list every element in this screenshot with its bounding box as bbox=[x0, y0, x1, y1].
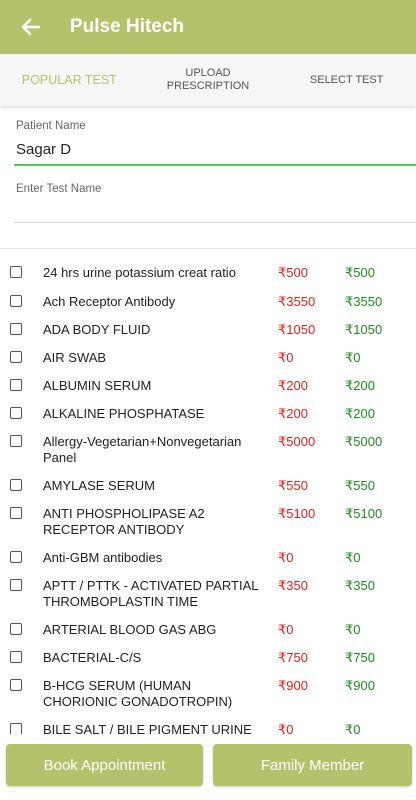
list-item[interactable] bbox=[0, 616, 416, 644]
app-title: Pulse Hitech bbox=[70, 16, 185, 37]
back-button[interactable] bbox=[18, 14, 44, 40]
test-name: ADA BODY FLUID bbox=[43, 322, 151, 337]
test-checkbox[interactable] bbox=[10, 351, 22, 363]
test-offer-price: ₹1050 bbox=[345, 322, 383, 337]
test-name: B-HCG SERUM (HUMAN CHORIONIC GONADOTROPIN) bbox=[43, 678, 233, 709]
test-name: Anti-GBM antibodies bbox=[43, 550, 163, 565]
patient-name-underline bbox=[14, 164, 416, 166]
test-offer-price: ₹500 bbox=[345, 265, 375, 280]
test-name: AIR SWAB bbox=[43, 350, 107, 365]
test-checkbox[interactable] bbox=[10, 507, 22, 519]
test-offer-price: ₹3550 bbox=[345, 294, 383, 309]
test-name: BILE SALT / BILE PIGMENT URINE bbox=[43, 722, 252, 734]
test-offer-price: ₹0 bbox=[345, 350, 361, 365]
test-offer-price: ₹750 bbox=[345, 650, 375, 665]
test-price: ₹750 bbox=[278, 650, 308, 665]
test-price: ₹550 bbox=[278, 478, 308, 493]
test-checkbox[interactable] bbox=[10, 323, 22, 335]
divider bbox=[0, 248, 416, 249]
list-item[interactable] bbox=[0, 544, 416, 572]
test-list[interactable] bbox=[0, 258, 416, 734]
app-bar bbox=[0, 0, 416, 54]
test-checkbox[interactable] bbox=[10, 579, 22, 591]
test-offer-price: ₹900 bbox=[345, 678, 375, 693]
test-checkbox[interactable] bbox=[10, 266, 22, 278]
list-item[interactable] bbox=[0, 500, 416, 544]
test-checkbox[interactable] bbox=[10, 407, 22, 419]
bottom-action-bar bbox=[0, 738, 416, 800]
tab-popular-test[interactable]: POPULAR TEST bbox=[21, 72, 117, 87]
list-item[interactable] bbox=[0, 428, 416, 472]
test-checkbox[interactable] bbox=[10, 435, 22, 447]
test-name-input[interactable] bbox=[16, 180, 406, 198]
test-offer-price: ₹0 bbox=[345, 722, 361, 734]
test-price: ₹350 bbox=[278, 578, 308, 593]
list-item[interactable] bbox=[0, 644, 416, 672]
test-name-underline bbox=[14, 222, 416, 223]
test-name: 24 hrs urine potassium creat ratio bbox=[43, 265, 236, 280]
test-price: ₹500 bbox=[278, 265, 308, 280]
list-item[interactable] bbox=[0, 400, 416, 428]
test-price: ₹0 bbox=[278, 622, 294, 637]
test-offer-price: ₹350 bbox=[345, 578, 375, 593]
test-checkbox[interactable] bbox=[10, 723, 22, 734]
test-offer-price: ₹200 bbox=[345, 378, 375, 393]
test-name: Allergy-Vegetarian+Nonvegetarian Panel bbox=[43, 434, 242, 465]
arrow-left-icon bbox=[21, 17, 41, 37]
family-member-button[interactable]: Family Member bbox=[213, 744, 412, 786]
test-name: AMYLASE SERUM bbox=[43, 478, 155, 493]
test-checkbox[interactable] bbox=[10, 651, 22, 663]
list-item[interactable] bbox=[0, 716, 416, 734]
tab-bar bbox=[0, 54, 416, 106]
test-name: ALKALINE PHOSPHATASE bbox=[43, 406, 205, 421]
test-name: Ach Receptor Antibody bbox=[43, 294, 176, 309]
test-name: ARTERIAL BLOOD GAS ABG bbox=[43, 622, 217, 637]
test-price: ₹5000 bbox=[278, 434, 316, 449]
test-offer-price: ₹5000 bbox=[345, 434, 383, 449]
list-item[interactable] bbox=[0, 258, 416, 288]
test-name: BACTERIAL-C/S bbox=[43, 650, 142, 665]
tab-upload-prescription[interactable] bbox=[139, 54, 278, 106]
test-offer-price: ₹0 bbox=[345, 550, 361, 565]
book-appointment-button[interactable]: Book Appointment bbox=[6, 744, 203, 786]
test-name: ALBUMIN SERUM bbox=[43, 378, 152, 393]
test-checkbox[interactable] bbox=[10, 295, 22, 307]
test-name: ANTI PHOSPHOLIPASE A2 RECEPTOR ANTIBODY bbox=[43, 506, 205, 537]
test-checkbox[interactable] bbox=[10, 479, 22, 491]
test-checkbox[interactable] bbox=[10, 551, 22, 563]
test-price: ₹1050 bbox=[278, 322, 316, 337]
list-item[interactable] bbox=[0, 288, 416, 316]
tab-select-test[interactable]: SELECT TEST bbox=[309, 73, 384, 86]
test-price: ₹0 bbox=[278, 350, 294, 365]
test-offer-price: ₹200 bbox=[345, 406, 375, 421]
test-name: APTT / PTTK - ACTIVATED PARTIAL THROMBOPLASTIN TIME bbox=[43, 578, 259, 609]
test-price: ₹0 bbox=[278, 550, 294, 565]
list-item[interactable] bbox=[0, 344, 416, 372]
test-checkbox[interactable] bbox=[10, 679, 22, 691]
test-checkbox[interactable] bbox=[10, 623, 22, 635]
test-price: ₹3550 bbox=[278, 294, 316, 309]
list-item[interactable] bbox=[0, 672, 416, 716]
test-price: ₹0 bbox=[278, 722, 294, 734]
patient-name-field[interactable]: Sagar D bbox=[16, 141, 72, 158]
test-price: ₹900 bbox=[278, 678, 308, 693]
list-item[interactable] bbox=[0, 572, 416, 616]
test-offer-price: ₹550 bbox=[345, 478, 375, 493]
tab-upload-prescription-label: UPLOAD PRESCRIPTION bbox=[166, 67, 250, 92]
patient-name-label: Patient Name bbox=[16, 120, 86, 132]
test-checkbox[interactable] bbox=[10, 379, 22, 391]
test-price: ₹5100 bbox=[278, 506, 316, 521]
list-item[interactable] bbox=[0, 316, 416, 344]
test-offer-price: ₹5100 bbox=[345, 506, 383, 521]
test-offer-price: ₹0 bbox=[345, 622, 361, 637]
list-item[interactable] bbox=[0, 472, 416, 500]
test-price: ₹200 bbox=[278, 406, 308, 421]
list-item[interactable] bbox=[0, 372, 416, 400]
test-price: ₹200 bbox=[278, 378, 308, 393]
